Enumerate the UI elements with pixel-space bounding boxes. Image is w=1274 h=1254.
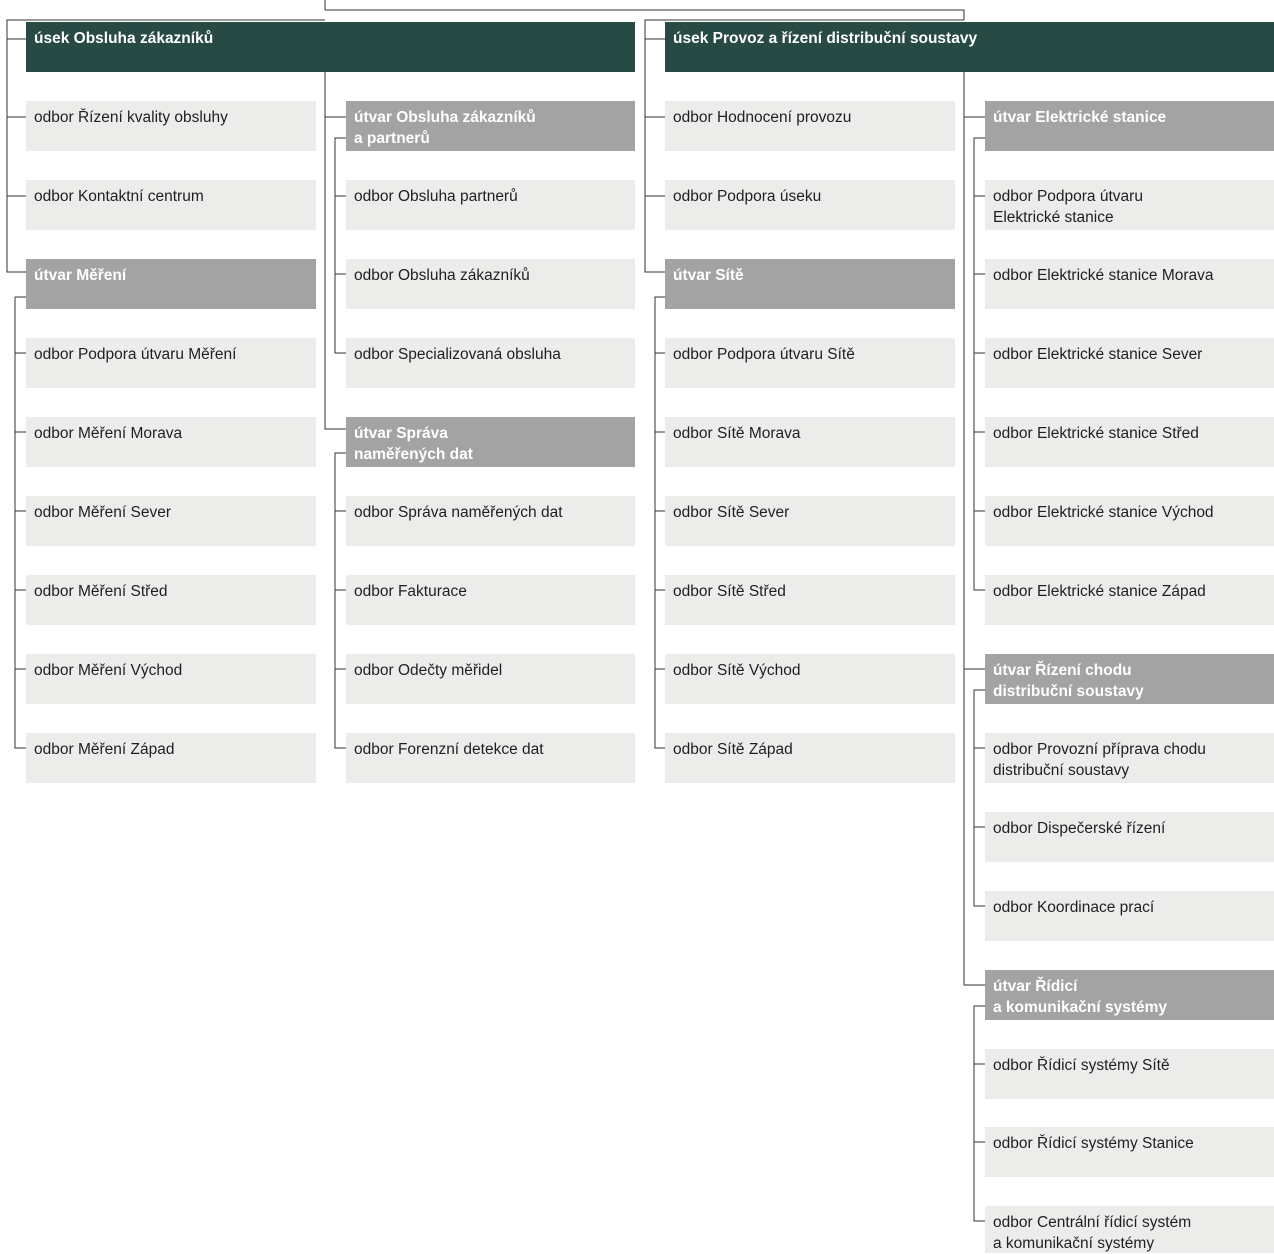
connector-ridici-spine — [974, 1006, 985, 1221]
odbor-rizeni-kvality-obsluhy: odbor Řízení kvality obsluhy — [26, 101, 316, 151]
usek-obsluha-zakazniku: úsek Obsluha zákazníků — [26, 22, 635, 72]
odbor-elektricke-stanice-zapad: odbor Elektrické stanice Západ — [985, 575, 1274, 625]
odbor-sprava-namerenych-dat: odbor Správa naměřených dat — [346, 496, 635, 546]
connector-usek1-spine — [7, 39, 26, 272]
usek-provoz-a-rizeni: úsek Provoz a řízení distribuční soustavy — [665, 22, 1274, 72]
connector-mereni-spine — [15, 297, 26, 748]
odbor-provozni-priprava-chodu: odbor Provozní příprava chodu distribuční soustavy — [985, 733, 1274, 783]
odbor-koordinace-praci: odbor Koordinace prací — [985, 891, 1274, 941]
utvar-rizeni-chodu-distribucni-soustavy: útvar Řízení chodu distribuční soustavy — [985, 654, 1274, 704]
odbor-site-sever: odbor Sítě Sever — [665, 496, 955, 546]
odbor-centralni-ridici-system: odbor Centrální řídicí systém a komunikační systémy — [985, 1206, 1274, 1253]
odbor-elektricke-stanice-vychod: odbor Elektrické stanice Východ — [985, 496, 1274, 546]
odbor-site-zapad: odbor Sítě Západ — [665, 733, 955, 783]
odbor-fakturace: odbor Fakturace — [346, 575, 635, 625]
odbor-mereni-morava: odbor Měření Morava — [26, 417, 316, 467]
odbor-dispecerske-rizeni: odbor Dispečerské řízení — [985, 812, 1274, 862]
odbor-ridici-systemy-site: odbor Řídicí systémy Sítě — [985, 1049, 1274, 1099]
odbor-mereni-stred: odbor Měření Střed — [26, 575, 316, 625]
connector-obsluha-spine — [335, 138, 346, 353]
odbor-hodnoceni-provozu: odbor Hodnocení provozu — [665, 101, 955, 151]
odbor-elektricke-stanice-stred: odbor Elektrické stanice Střed — [985, 417, 1274, 467]
odbor-site-stred: odbor Sítě Střed — [665, 575, 955, 625]
connector-stanice-spine — [974, 138, 985, 590]
odbor-specializovana-obsluha: odbor Specializovaná obsluha — [346, 338, 635, 388]
odbor-podpora-utvaru-elektricke-stanice: odbor Podpora útvaru Elektrické stanice — [985, 180, 1274, 230]
odbor-odecty-meridel: odbor Odečty měřidel — [346, 654, 635, 704]
odbor-mereni-vychod: odbor Měření Východ — [26, 654, 316, 704]
utvar-sprava-namerenych-dat: útvar Správa naměřených dat — [346, 417, 635, 467]
odbor-obsluha-zakazniku: odbor Obsluha zákazníků — [346, 259, 635, 309]
odbor-site-vychod: odbor Sítě Východ — [665, 654, 955, 704]
utvar-elektricke-stanice: útvar Elektrické stanice — [985, 101, 1274, 151]
odbor-podpora-utvaru-mereni: odbor Podpora útvaru Měření — [26, 338, 316, 388]
connector-site-spine — [655, 297, 665, 748]
connector-usek2-spine — [645, 39, 665, 272]
odbor-forenzni-detekce-dat: odbor Forenzní detekce dat — [346, 733, 635, 783]
odbor-obsluha-partneru: odbor Obsluha partnerů — [346, 180, 635, 230]
odbor-kontaktni-centrum: odbor Kontaktní centrum — [26, 180, 316, 230]
utvar-ridici-a-komunikacni-systemy: útvar Řídicí a komunikační systémy — [985, 970, 1274, 1020]
odbor-elektricke-stanice-morava: odbor Elektrické stanice Morava — [985, 259, 1274, 309]
odbor-ridici-systemy-stanice: odbor Řídicí systémy Stanice — [985, 1127, 1274, 1177]
connector-rizeni-spine — [974, 690, 985, 906]
odbor-mereni-zapad: odbor Měření Západ — [26, 733, 316, 783]
odbor-podpora-useku: odbor Podpora úseku — [665, 180, 955, 230]
connector-sprava-spine — [335, 453, 346, 748]
utvar-mereni: útvar Měření — [26, 259, 316, 309]
utvar-obsluha-zakazniku-a-partneru: útvar Obsluha zákazníků a partnerů — [346, 101, 635, 151]
odbor-podpora-utvaru-site: odbor Podpora útvaru Sítě — [665, 338, 955, 388]
odbor-mereni-sever: odbor Měření Sever — [26, 496, 316, 546]
utvar-site: útvar Sítě — [665, 259, 955, 309]
odbor-site-morava: odbor Sítě Morava — [665, 417, 955, 467]
odbor-elektricke-stanice-sever: odbor Elektrické stanice Sever — [985, 338, 1274, 388]
